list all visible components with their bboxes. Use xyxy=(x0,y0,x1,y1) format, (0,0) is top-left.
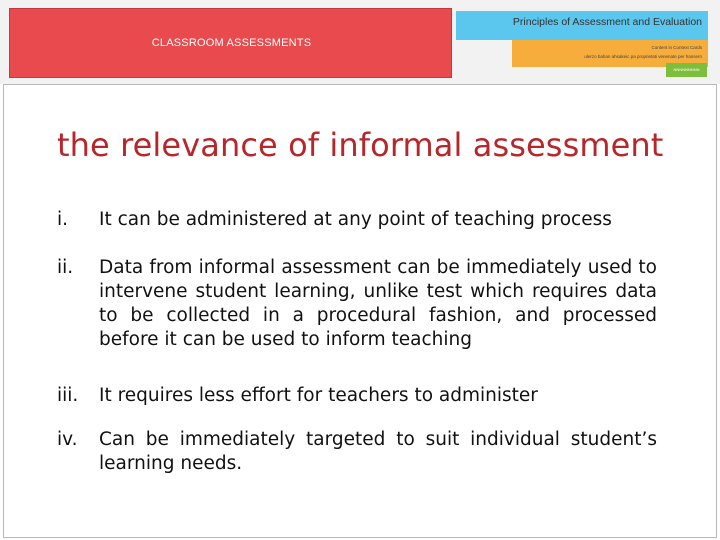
list-item xyxy=(57,384,657,408)
slide-title: the relevance of informal assessment xyxy=(57,126,664,164)
list-item xyxy=(57,256,657,352)
course-title: Principles of Assessment and Evaluation xyxy=(512,16,702,28)
subtitle-line-2: ulerzo bahan ahsakeic pa proprietati venenate per hansern xyxy=(584,54,702,59)
course-banner xyxy=(456,11,708,40)
list-item-text: Data from informal assessment can be immediately used to intervene student learning, unlike test which requires data to be collected in a procedural fashion, and processed before it can be used to inform teaching xyxy=(99,257,657,350)
badge-text: NNNNNNNNN xyxy=(673,67,700,72)
subtitle-line-1: Content in Context Cards xyxy=(651,45,702,50)
list-item-text: It requires less effort for teachers to administer xyxy=(99,385,538,406)
list-item-number: i. xyxy=(57,209,69,230)
list-item-text: It can be administered at any point of teaching process xyxy=(99,209,612,230)
green-badge xyxy=(666,63,707,77)
list-item xyxy=(57,208,657,232)
list-item-number: iii. xyxy=(57,385,79,406)
list-item xyxy=(57,428,657,476)
list-item-number: iv. xyxy=(57,429,78,450)
section-banner xyxy=(9,8,452,78)
header-bar xyxy=(0,0,720,84)
list-item-text: Can be immediately targeted to suit individual student’s learning needs. xyxy=(99,429,657,474)
section-title: CLASSROOM ASSESSMENTS xyxy=(151,37,312,49)
list-item-number: ii. xyxy=(57,257,74,278)
